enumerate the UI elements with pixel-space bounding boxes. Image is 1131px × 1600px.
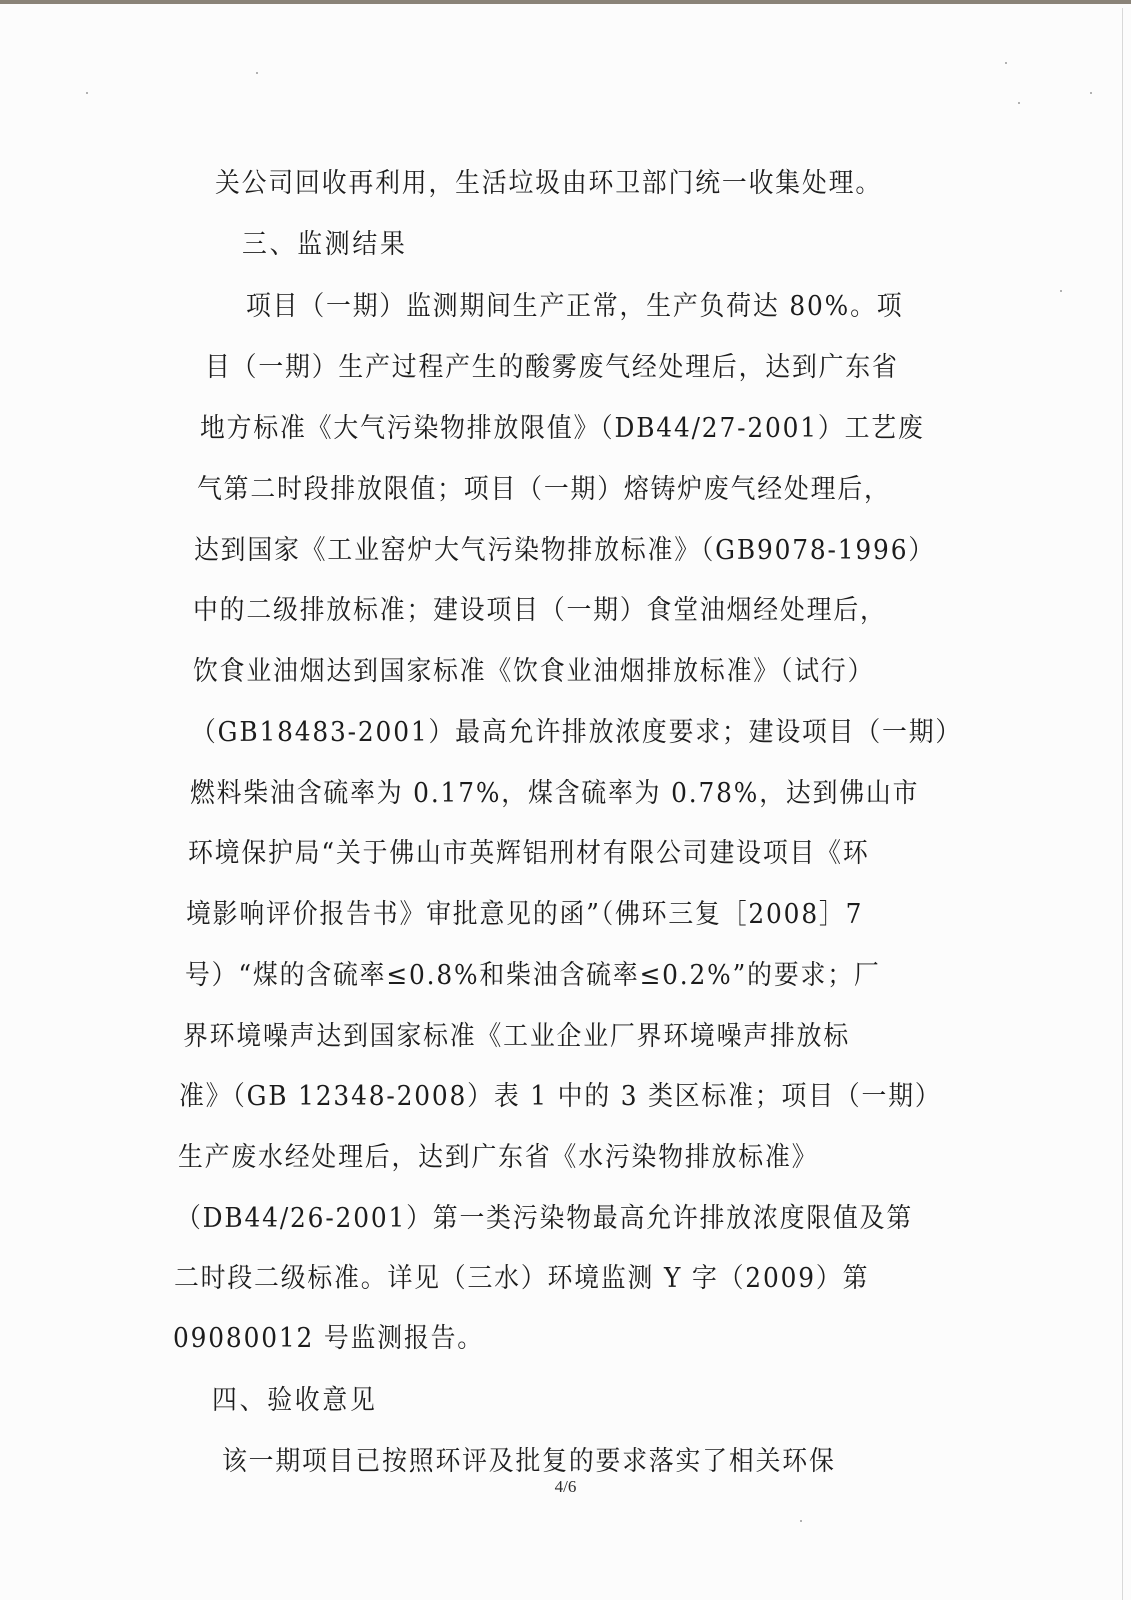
paragraph-line: 关公司回收再利用，生活垃圾由环卫部门统一收集处理。	[215, 168, 882, 199]
scan-noise	[86, 92, 88, 94]
scan-noise	[1060, 290, 1062, 292]
paragraph-line: 气第二时段排放限值；项目（一期）熔铸炉废气经处理后，	[197, 474, 891, 505]
scan-noise	[800, 1520, 802, 1522]
paragraph-line: 项目（一期）监测期间生产正常，生产负荷达 80%。项	[246, 291, 904, 322]
paragraph-line: 达到国家《工业窑炉大气污染物排放标准》（GB9078-1996）	[194, 535, 936, 566]
paragraph-line: 准》（GB 12348-2008）表 1 中的 3 类区标准；项目（一期）	[179, 1081, 942, 1112]
paragraph-line: （GB18483-2001）最高允许排放浓度要求；建设项目（一期）	[191, 717, 963, 748]
paragraph-line: 界环境噪声达到国家标准《工业企业厂界环境噪声排放标	[183, 1021, 850, 1052]
paragraph-line: 环境保护局“关于佛山市英辉铝刑材有限公司建设项目《环	[188, 838, 870, 869]
paragraph-line: 境影响评价报告书》审批意见的函”（佛环三复［2008］7	[186, 899, 864, 930]
paragraph-line: 地方标准《大气污染物排放限值》（DB44/27-2001）工艺废	[200, 413, 925, 444]
paragraph-line: 号）“煤的含硫率≤0.8%和柴油含硫率≤0.2%”的要求；厂	[185, 960, 881, 991]
paragraph-line: （DB44/26-2001）第一类污染物最高允许排放浓度限值及第	[176, 1203, 914, 1234]
paragraph-line: 二时段二级标准。详见（三水）环境监测 Y 字（2009）第	[174, 1263, 870, 1294]
scan-noise	[1018, 102, 1020, 104]
paragraph-line: 09080012 号监测报告。	[173, 1323, 484, 1354]
page-edge-shadow	[1122, 8, 1123, 1600]
scan-noise	[256, 72, 258, 74]
page-number: 4/6	[554, 1477, 577, 1496]
paragraph-line: 饮食业油烟达到国家标准《饮食业油烟排放标准》（试行）	[193, 656, 875, 687]
paragraph-line: 生产废水经处理后，达到广东省《水污染物排放标准》	[178, 1142, 819, 1173]
scan-noise	[1005, 62, 1007, 64]
section-heading-monitoring-results: 三、监测结果	[242, 229, 408, 260]
paragraph-line: 中的二级排放标准；建设项目（一期）食堂油烟经处理后，	[193, 595, 887, 626]
paragraph-line: 燃料柴油含硫率为 0.17%，煤含硫率为 0.78%，达到佛山市	[190, 778, 920, 809]
section-heading-acceptance-opinion: 四、验收意见	[212, 1385, 378, 1416]
scan-noise	[1090, 92, 1092, 94]
paragraph-line: 目（一期）生产过程产生的酸雾废气经处理后，达到广东省	[205, 352, 899, 383]
paragraph-line: 该一期项目已按照环评及批复的要求落实了相关环保	[222, 1446, 836, 1477]
